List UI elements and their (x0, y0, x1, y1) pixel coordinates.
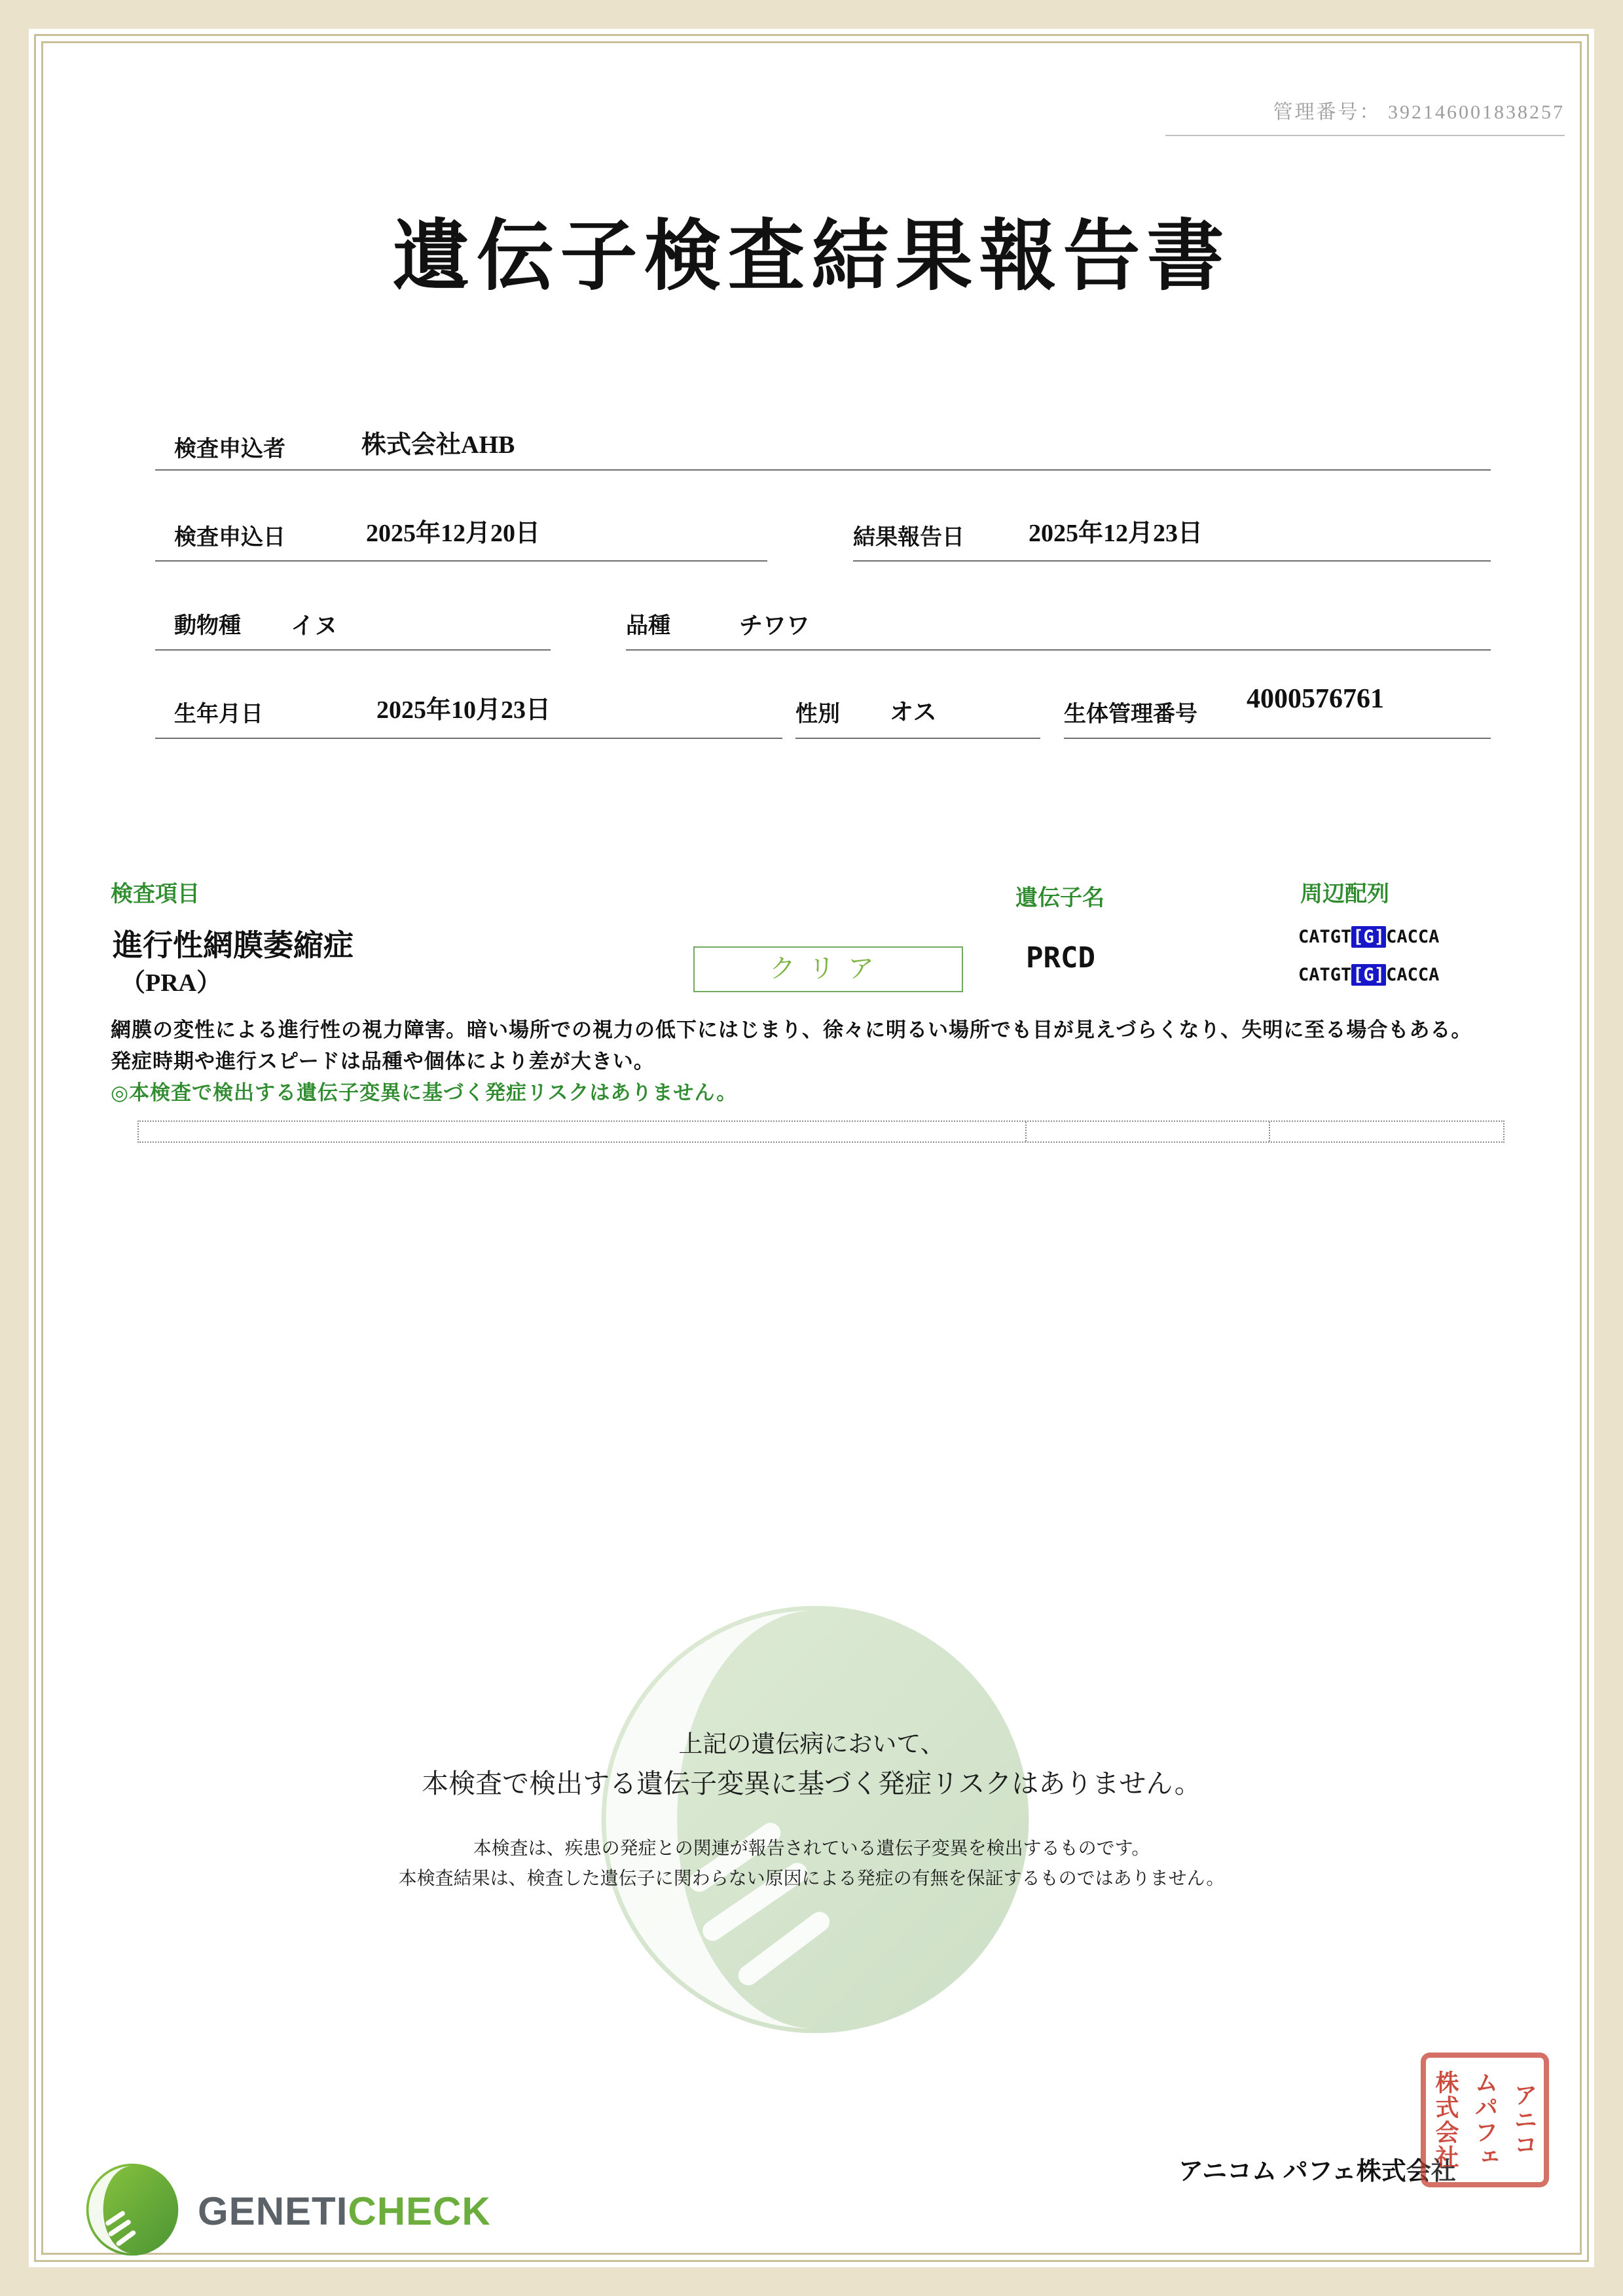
result-clear-badge: クリア (693, 946, 963, 992)
breed-value: チワワ (739, 612, 811, 639)
report-date-underline (853, 560, 1491, 562)
sequence-suffix: CACCA (1386, 927, 1440, 947)
page-title: 遺伝子検査結果報告書 (392, 214, 1231, 300)
summary-line-1: 上記の遺伝病において、 (678, 1731, 945, 1757)
breed-label: 品種 (626, 614, 670, 638)
risk-note: ◎本検査で検出する遺伝子変異に基づく発症リスクはありません。 (111, 1081, 738, 1104)
species-underline (155, 649, 551, 651)
disease-description-line-1: 網膜の変性による進行性の視力障害。暗い場所での視力の低下にはじまり、徐々に明るい場所でも目が見えづらくなり、失明に至る場合もある。 (111, 1018, 1472, 1041)
report-date-value: 2025年12月23日 (1029, 520, 1203, 547)
logo-text-geneti: GENETI (198, 2189, 348, 2233)
apply-date-label: 検査申込日 (174, 526, 285, 550)
decorative-frame-line-inner (41, 41, 1582, 2255)
disease-abbreviation: （PRA） (120, 969, 222, 997)
birth-date-label: 生年月日 (174, 702, 263, 726)
animal-id-label: 生体管理番号 (1064, 702, 1197, 726)
company-seal-stamp (1421, 2053, 1549, 2187)
seal-column-2: ムパフェ (1472, 2070, 1498, 2170)
sequence-line-1 (1298, 927, 1439, 947)
sex-underline (795, 738, 1040, 739)
geneticheck-logo-text (198, 2189, 491, 2234)
birth-date-value: 2025年10月23日 (376, 696, 551, 724)
applicant-value: 株式会社AHB (361, 431, 515, 459)
report-date-label: 結果報告日 (853, 526, 964, 550)
apply-date-underline (155, 560, 767, 562)
animal-id-underline (1064, 738, 1491, 739)
seal-column-3: 株式会社 (1432, 2070, 1459, 2170)
decorative-frame-line-outer (34, 34, 1589, 2262)
results-table-empty-row (137, 1121, 1504, 1143)
disease-name: 進行性網膜萎縮症 (113, 929, 354, 962)
management-number-label: 管理番号： (1273, 101, 1381, 123)
gene-name-value: PRCD (1026, 941, 1095, 975)
gene-name-header: 遺伝子名 (1015, 886, 1104, 910)
disease-description-line-2: 発症時期や進行スピードは品種や個体により差が大きい。 (111, 1050, 655, 1073)
apply-date-value: 2025年12月20日 (366, 520, 541, 547)
sequence-line-2 (1298, 965, 1439, 985)
company-name: アニコム パフェ株式会社 (1178, 2158, 1456, 2185)
birth-date-underline (155, 738, 782, 739)
summary-note-2: 本検査結果は、検査した遺伝子に関わらない原因による発症の有無を保証するものではありません。 (398, 1868, 1225, 1888)
logo-text-check: CHECK (348, 2189, 491, 2233)
species-value: イヌ (291, 612, 338, 639)
sex-value: オス (890, 698, 937, 725)
test-item-header: 検査項目 (111, 882, 200, 906)
geneticheck-logo-icon (84, 2161, 181, 2258)
animal-id-value: 4000576761 (1247, 684, 1384, 714)
sequence-prefix: CATGT (1298, 965, 1352, 985)
applicant-underline (155, 469, 1491, 471)
sequence-allele: [G] (1353, 965, 1385, 985)
sequence-header: 周辺配列 (1300, 882, 1389, 906)
results-table-divider-1 (1025, 1122, 1027, 1141)
results-table-divider-2 (1269, 1122, 1270, 1141)
sequence-suffix: CACCA (1386, 965, 1440, 985)
summary-line-2: 本検査で検出する遺伝子変異に基づく発症リスクはありません。 (422, 1768, 1201, 1799)
applicant-label: 検査申込者 (174, 437, 285, 461)
breed-underline (626, 649, 1491, 651)
management-number (1165, 96, 1565, 136)
seal-column-1: アニコ (1511, 2083, 1537, 2157)
management-number-value: 392146001838257 (1388, 101, 1565, 123)
summary-note-1: 本検査は、疾患の発症との関連が報告されている遺伝子変異を検出するものです。 (473, 1838, 1150, 1858)
sex-label: 性別 (795, 702, 840, 726)
sequence-prefix: CATGT (1298, 927, 1352, 947)
sequence-allele: [G] (1353, 927, 1385, 947)
species-label: 動物種 (174, 614, 241, 638)
watermark-logo (593, 1597, 1038, 2042)
